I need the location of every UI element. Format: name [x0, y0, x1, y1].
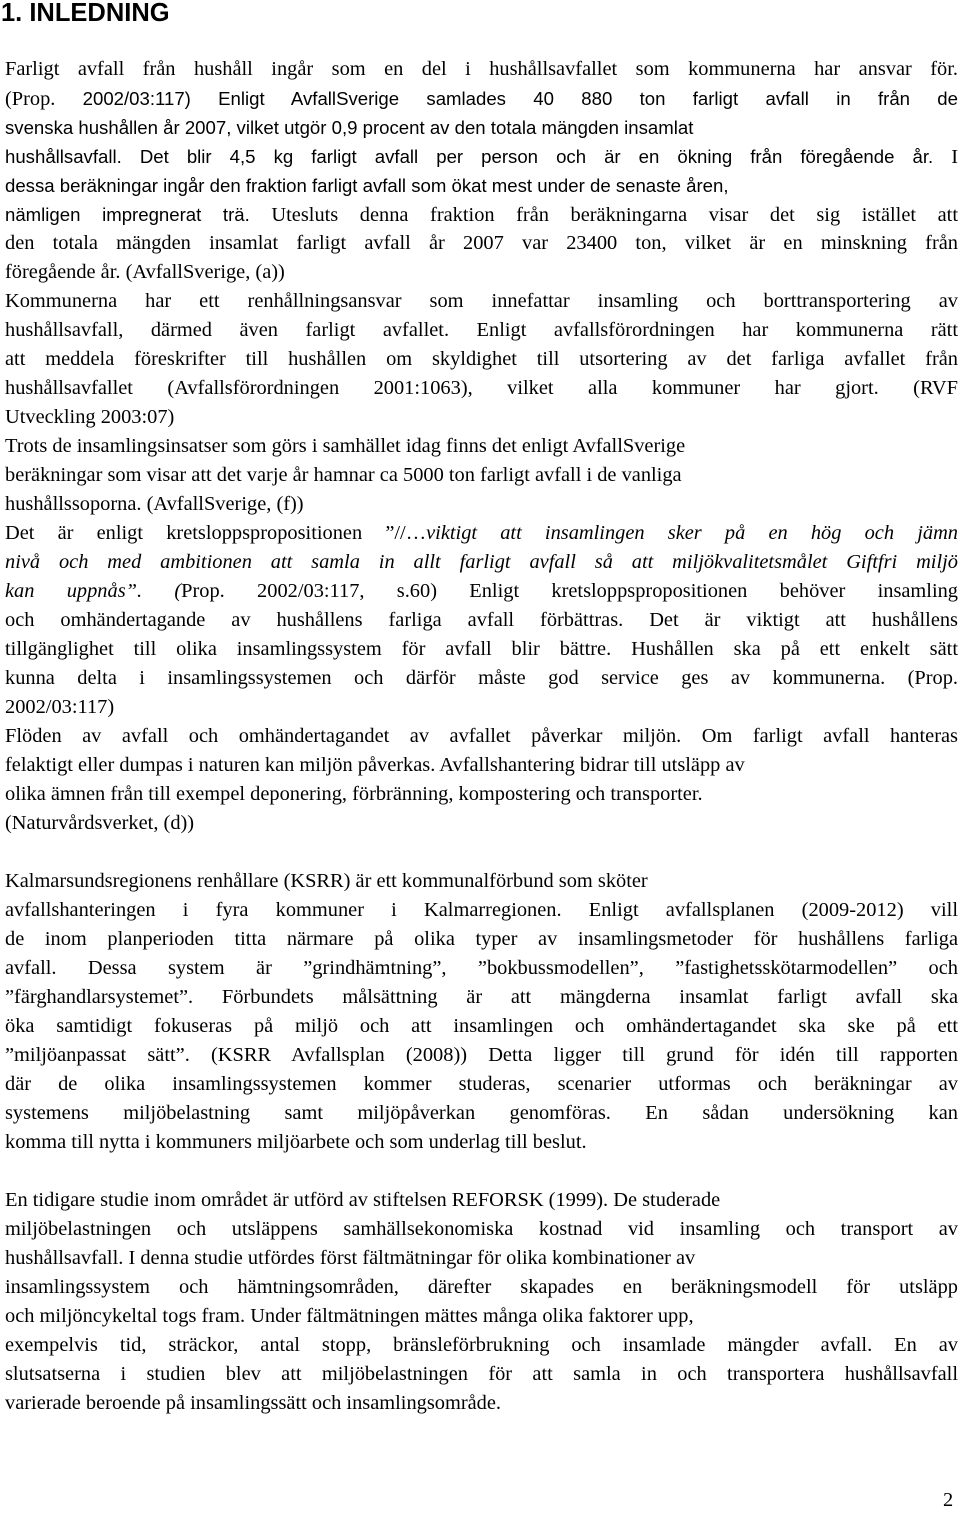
text-segment: avfallshanteringen i fyra kommuner i Kalmarregionen. Enligt avfallsplanen (2009-2012) vill	[5, 899, 958, 921]
text-line	[5, 577, 958, 606]
text-line	[5, 606, 958, 635]
text-segment: ”miljöanpassat sätt”. (KSRR Avfallsplan (2008)) Detta ligger till grund för idén till rapporten	[5, 1044, 958, 1066]
text-line	[5, 200, 958, 229]
text-segment: tillgänglighet till olika insamlingssystem för avfall blir bättre. Hushållen ska på ett enkelt sätt	[5, 638, 958, 660]
text-segment: slutsatserna i studien blev att miljöbelastningen för att samla in och transportera hushållsavfall	[5, 1363, 958, 1385]
text-line	[5, 780, 958, 809]
text-segment: komma till nytta i kommuners miljöarbete och som underlag till beslut.	[5, 1131, 587, 1153]
text-segment: föregående år. (AvfallSverige, (a))	[5, 261, 285, 283]
text-line	[5, 287, 958, 316]
text-line	[5, 432, 958, 461]
text-segment: Farligt avfall från hushåll ingår som en del i hushållsavfallet som kommunerna har ansvar för.	[5, 58, 958, 80]
text-segment: Kalmarsundsregionens renhållare (KSRR) är ett kommunalförbund som sköter	[5, 870, 648, 892]
page-number: 2	[943, 1489, 954, 1511]
text-line	[5, 896, 958, 925]
text-segment: viktigt att insamlingen sker på en hög och jämn	[426, 522, 958, 544]
text-segment: och miljöncykeltal togs fram. Under fältmätningen mättes många olika faktorer upp,	[5, 1305, 694, 1327]
text-line	[5, 809, 958, 838]
text-line	[5, 983, 958, 1012]
text-segment: miljöbelastningen och utsläppens samhällsekonomiska kostnad vid insamling och transport av	[5, 1218, 958, 1240]
text-segment: 2002/03:117) Enligt AvfallSverige samlades 40 880 ton farligt avfall in från de	[82, 88, 958, 109]
text-segment: beräkningar som visar att det varje år hamnar ca 5000 ton farligt avfall i de vanliga	[5, 464, 682, 486]
text-segment: Kommunerna har ett renhållningsansvar som innefattar insamling och borttransportering av	[5, 290, 958, 312]
text-segment: att meddela föreskrifter till hushållen om skyldighet till utsortering av det farliga avfallet från	[5, 348, 958, 370]
text-line	[5, 1128, 958, 1157]
text-line	[5, 1360, 958, 1389]
text-segment: insamlingssystem och hämtningsområden, därefter skapades en beräkningsmodell för utsläpp	[5, 1276, 958, 1298]
text-segment: de inom planperioden titta närmare på olika typer av insamlingsmetoder för hushållens farliga	[5, 928, 958, 950]
page-heading: 1. INLEDNING	[1, 0, 170, 27]
text-line	[5, 1215, 958, 1244]
text-segment: och omhändertagande av hushållens farliga avfall förbättras. Det är viktigt att hushållens	[5, 609, 958, 631]
text-line	[5, 751, 958, 780]
text-line	[5, 693, 958, 722]
text-segment: hushållsavfall. Det blir 4,5 kg farligt avfall per person och är en ökning från föregående år.	[5, 146, 952, 167]
text-segment: kan uppnås”. (	[5, 580, 182, 602]
text-segment: 2002/03:117)	[5, 696, 115, 718]
text-segment: där de olika insamlingssystemen kommer studeras, scenarier utformas och beräkningar av	[5, 1073, 958, 1095]
text-line	[5, 461, 958, 490]
text-line	[5, 229, 958, 258]
text-line	[5, 1389, 958, 1418]
text-segment: En tidigare studie inom området är utförd av stiftelsen REFORSK (1999). De studerade	[5, 1189, 721, 1211]
text-segment: exempelvis tid, sträckor, antal stopp, bränsleförbrukning och insamlade mängder avfall. En av	[5, 1334, 958, 1356]
text-segment: öka samtidigt fokuseras på miljö och att insamlingen och omhändertagandet ska ske på ett	[5, 1015, 958, 1037]
text-segment: nämligen impregnerat trä.	[5, 204, 272, 225]
blank-line	[5, 1157, 958, 1186]
text-line	[5, 490, 958, 519]
text-segment: Prop. 2002/03:117, s.60) Enligt kretsloppspropositionen behöver insamling	[181, 580, 959, 602]
text-line	[5, 925, 958, 954]
text-segment: Utveckling 2003:07)	[5, 406, 175, 428]
text-segment: I	[951, 146, 958, 168]
text-segment: nivå och med ambitionen att samla in allt farligt avfall så att miljökvalitetsmålet Giftfri miljö	[5, 551, 958, 573]
text-segment: svenska hushållen år 2007, vilket utgör 0,9 procent av den totala mängden insamlat	[5, 117, 694, 138]
text-line	[5, 1302, 958, 1331]
text-segment: Det är enligt kretsloppspropositionen ”//…	[5, 522, 427, 544]
text-segment: avfall. Dessa system är ”grindhämtning”, ”bokbussmodellen”, ”fastighetsskötarmodellen” och	[5, 957, 958, 979]
text-line	[5, 55, 958, 84]
text-segment: kunna delta i insamlingssystemen och därför måste god service ges av kommunerna. (Prop.	[5, 667, 958, 689]
text-segment: hushållssoporna. (AvfallSverige, (f))	[5, 493, 304, 515]
text-segment: Trots de insamlingsinsatser som görs i samhället idag finns det enligt AvfallSverige	[5, 435, 686, 457]
text-line	[5, 1273, 958, 1302]
text-segment: felaktigt eller dumpas i naturen kan miljön påverkas. Avfallshantering bidrar till utsläpp av	[5, 754, 745, 776]
text-segment: varierade beroende på insamlingssätt och insamlingsområde.	[5, 1392, 502, 1414]
text-line	[5, 954, 958, 983]
text-line	[5, 403, 958, 432]
text-line	[5, 1244, 958, 1273]
text-line	[5, 113, 958, 142]
text-segment: hushållsavfall, därmed även farligt avfallet. Enligt avfallsförordningen har kommunerna rätt	[5, 319, 958, 341]
blank-line	[5, 838, 958, 867]
text-line	[5, 867, 958, 896]
text-line	[5, 84, 958, 113]
text-segment: hushållsavfall. I denna studie utfördes först fältmätningar för olika kombinationer av	[5, 1247, 696, 1269]
text-line	[5, 664, 958, 693]
text-line	[5, 1041, 958, 1070]
text-segment: (Prop.	[5, 88, 83, 110]
text-line	[5, 1099, 958, 1128]
text-line	[5, 722, 958, 751]
text-line	[5, 374, 958, 403]
text-line	[5, 1070, 958, 1099]
text-line	[5, 171, 958, 200]
text-segment: den totala mängden insamlat farligt avfall år 2007 var 23400 ton, vilket är en minskning från	[5, 232, 958, 254]
text-line	[5, 1331, 958, 1360]
text-segment: olika ämnen från till exempel deponering, förbränning, kompostering och transporter.	[5, 783, 703, 805]
text-line	[5, 316, 958, 345]
text-line	[5, 519, 958, 548]
text-segment: Flöden av avfall och omhändertagandet av avfallet påverkar miljön. Om farligt avfall hanteras	[5, 725, 958, 747]
text-line	[5, 345, 958, 374]
text-line	[5, 142, 958, 171]
text-segment: hushållsavfallet (Avfallsförordningen 2001:1063), vilket alla kommuner har gjort. (RVF	[5, 377, 958, 399]
text-line	[5, 548, 958, 577]
body-text	[5, 55, 958, 1418]
text-segment: ”färghandlarsystemet”. Förbundets målsättning är att mängderna insamlat farligt avfall ska	[5, 986, 958, 1008]
text-segment: (Naturvårdsverket, (d))	[5, 812, 195, 834]
text-line	[5, 635, 958, 664]
text-line	[5, 1012, 958, 1041]
text-line	[5, 1186, 958, 1215]
text-segment: dessa beräkningar ingår den fraktion farligt avfall som ökat mest under de senaste åren,	[5, 175, 729, 196]
text-segment: Utesluts denna fraktion från beräkningarna visar det sig istället att	[271, 204, 958, 226]
text-segment: systemens miljöbelastning samt miljöpåverkan genomföras. En sådan undersökning kan	[5, 1102, 958, 1124]
text-line	[5, 258, 958, 287]
